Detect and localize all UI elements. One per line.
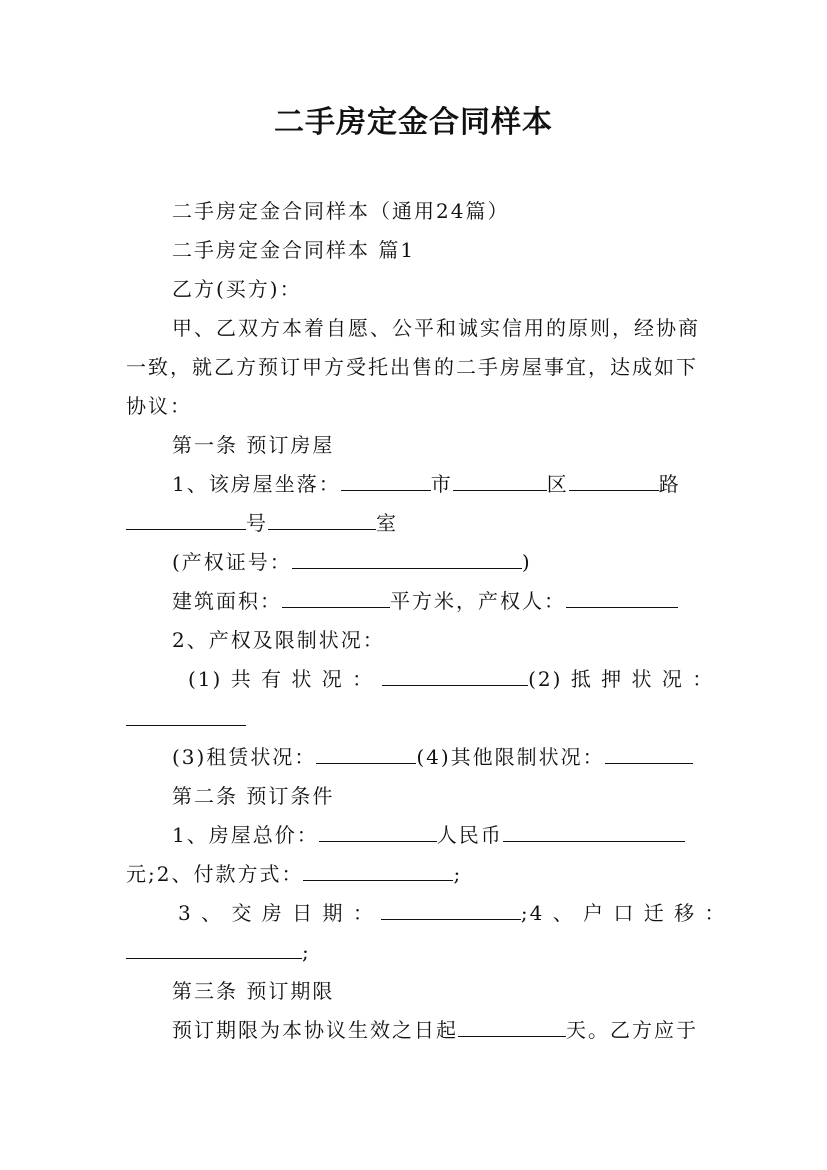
section-heading: 二手房定金合同样本 篇1: [172, 238, 416, 262]
clause-label: (4)其他限制状况：: [416, 745, 605, 769]
clause-label: ;4 、 户 口 迁 移 ：: [520, 901, 727, 925]
clause-line: 2、产权及限制状况：: [172, 628, 385, 652]
fill-blank: [319, 821, 437, 842]
fill-blank: [282, 587, 390, 608]
clause-line: [172, 548, 532, 576]
clause-label: (2) 抵 押 状 况 ：: [528, 667, 715, 691]
party-b-label: 乙方(买方)：: [172, 277, 302, 301]
fill-blank: [382, 665, 528, 686]
document-title: 二手房定金合同样本: [274, 105, 553, 140]
fill-blank: [503, 821, 685, 842]
clause-label: (1) 共 有 状 况 ：: [188, 667, 375, 691]
fill-blank: [569, 470, 659, 491]
clause-line: [172, 743, 693, 771]
fill-blank: [341, 470, 431, 491]
paragraph-line: 甲、乙双方本着自愿、公平和诚实信用的原则，经协商: [172, 316, 700, 340]
article-heading: 第三条 预订期限: [172, 979, 335, 1003]
clause-line: [172, 821, 685, 849]
clause-line: [126, 938, 311, 966]
clause-label: ;: [453, 862, 463, 886]
clause-line: [178, 899, 726, 927]
clause-label: 人民币: [436, 823, 503, 847]
clause-line: [172, 470, 681, 498]
fill-blank: [605, 743, 693, 764]
clause-label: 号: [246, 511, 268, 535]
fill-blank: [458, 1016, 566, 1037]
article-heading: 第二条 预订条件: [172, 784, 335, 808]
clause-label: ): [521, 550, 532, 574]
clause-line: [172, 1016, 698, 1044]
fill-blank: [381, 899, 521, 920]
clause-line: [126, 860, 462, 888]
clause-label: 天。乙方应于: [566, 1018, 698, 1042]
paragraph-line: 一致，就乙方预订甲方受托出售的二手房屋事宜，达成如下: [126, 355, 698, 379]
clause-label: (产权证号：: [172, 550, 292, 574]
clause-label: 1、该房屋坐落：: [172, 472, 341, 496]
clause-label: 预订期限为本协议生效之日起: [172, 1018, 458, 1042]
clause-label: 市: [430, 472, 453, 496]
fill-blank: [126, 938, 302, 959]
subtitle-line: 二手房定金合同样本（通用24篇）: [172, 199, 510, 223]
article-heading: 第一条 预订房屋: [172, 433, 335, 457]
fill-blank: [268, 509, 376, 530]
clause-label: 建筑面积：: [172, 589, 282, 613]
clause-label: 路: [658, 472, 681, 496]
paragraph-line: 协议：: [126, 394, 192, 418]
clause-label: (3)租赁状况：: [172, 745, 317, 769]
clause-label: 区: [546, 472, 569, 496]
clause-label: 平方米，产权人：: [390, 589, 566, 613]
fill-blank: [126, 509, 246, 530]
fill-blank: [292, 548, 522, 569]
clause-label: 元;2、付款方式：: [126, 862, 304, 886]
clause-line: [126, 509, 398, 537]
clause-line: [172, 587, 678, 615]
clause-label: 室: [376, 511, 398, 535]
clause-label: 3 、 交 房 日 期 ：: [178, 901, 375, 925]
fill-blank: [126, 724, 246, 726]
fill-blank: [316, 743, 416, 764]
fill-blank: [303, 860, 453, 881]
fill-blank: [453, 470, 547, 491]
clause-label: ;: [302, 940, 311, 964]
fill-blank: [566, 587, 678, 608]
clause-label: 1、房屋总价：: [172, 823, 319, 847]
clause-line: [188, 665, 714, 693]
